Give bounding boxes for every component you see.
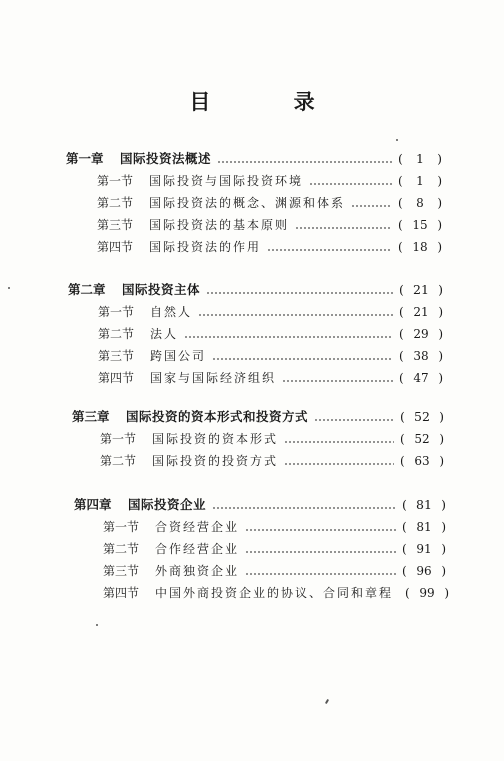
- toc-section-entry: [98, 369, 443, 387]
- section-number: 第二节: [100, 454, 137, 468]
- section-title: 中国外商投资企业的协议、合同和章程: [155, 586, 394, 600]
- section-number: 第二节: [97, 196, 134, 210]
- paren-open: (: [400, 432, 405, 446]
- dot-leader: [245, 551, 396, 553]
- section-number: 第四节: [98, 371, 135, 385]
- paren-close: ): [438, 305, 443, 319]
- dot-leader: [309, 183, 392, 185]
- paren-open: (: [398, 174, 403, 188]
- paren-close: ): [438, 282, 443, 297]
- page-number-value: 63: [414, 454, 430, 468]
- paren-open: (: [402, 564, 407, 578]
- page-number-value: 81: [416, 520, 432, 534]
- section-title: 外商独资企业: [155, 564, 240, 578]
- page-number: [398, 216, 442, 234]
- scan-speck: [96, 624, 98, 626]
- paren-close: ): [437, 218, 442, 232]
- toc-section-entry: [100, 452, 444, 470]
- dot-leader: [284, 463, 394, 465]
- section-title: 国际投资法的作用: [149, 240, 262, 254]
- page-number-value: 29: [413, 327, 429, 341]
- toc-section-entry: [97, 172, 442, 190]
- section-title: 国家与国际经济组织: [150, 371, 277, 385]
- page-number-value: 15: [412, 218, 428, 232]
- chapter-number: 第四章: [74, 497, 112, 512]
- paren-close: ): [441, 520, 446, 534]
- dot-leader: [284, 441, 394, 443]
- dot-leader: [198, 314, 393, 316]
- dot-leader: [212, 358, 393, 360]
- page-number-value: 81: [416, 497, 432, 512]
- paren-close: ): [439, 432, 444, 446]
- chapter-number: 第三章: [72, 409, 110, 424]
- dot-leader: [184, 336, 393, 338]
- paren-close: ): [437, 196, 442, 210]
- page-number: [398, 238, 442, 256]
- paren-open: (: [398, 218, 403, 232]
- page-number-value: 52: [414, 432, 430, 446]
- paren-open: (: [398, 240, 403, 254]
- dot-leader: [351, 205, 392, 207]
- page-number: [402, 518, 446, 536]
- paren-open: (: [402, 497, 407, 512]
- page-number: [402, 562, 446, 580]
- toc-section-entry: [98, 347, 443, 365]
- paren-close: ): [439, 454, 444, 468]
- page-number: [399, 281, 443, 299]
- chapter-number: 第二章: [68, 282, 106, 297]
- paren-close: ): [441, 564, 446, 578]
- dot-leader: [245, 573, 396, 575]
- paren-open: (: [399, 349, 404, 363]
- dot-leader: [212, 507, 396, 509]
- section-title: 合作经营企业: [155, 542, 240, 556]
- paren-open: (: [399, 327, 404, 341]
- toc-chapter-entry: [72, 408, 444, 426]
- section-number: 第一节: [103, 520, 140, 534]
- section-title: 跨国公司: [150, 349, 207, 363]
- toc-section-entry: [98, 325, 443, 343]
- page-number-value: 99: [419, 586, 435, 600]
- toc-section-entry: [103, 562, 446, 580]
- scan-speck: [8, 287, 10, 289]
- paren-close: ): [438, 349, 443, 363]
- page-number-value: 91: [416, 542, 432, 556]
- page-number-value: 18: [412, 240, 428, 254]
- paren-close: ): [437, 174, 442, 188]
- paren-open: (: [400, 409, 405, 424]
- page-number: [398, 172, 442, 190]
- chapter-title: 国际投资企业: [128, 497, 207, 512]
- section-title: 法人: [150, 327, 179, 341]
- toc-section-entry: [100, 430, 444, 448]
- dot-leader: [314, 419, 394, 421]
- section-title: 合资经营企业: [155, 520, 240, 534]
- toc-section-entry: [103, 584, 450, 602]
- paren-close: ): [437, 240, 442, 254]
- paren-open: (: [398, 196, 403, 210]
- section-title: 自然人: [150, 305, 193, 319]
- toc-section-entry: [97, 194, 442, 212]
- toc-section-entry: [97, 216, 442, 234]
- page-number-value: 47: [413, 371, 429, 385]
- section-title: 国际投资的资本形式: [152, 432, 279, 446]
- page-title: 目 录: [189, 90, 353, 114]
- page-number: [400, 408, 444, 426]
- dot-leader: [295, 227, 392, 229]
- page-number-value: 52: [414, 409, 430, 424]
- paren-open: (: [399, 305, 404, 319]
- scan-speck: [325, 699, 329, 704]
- section-number: 第二节: [98, 327, 135, 341]
- page-number: [398, 150, 442, 168]
- page-number-value: 96: [416, 564, 432, 578]
- section-title: 国际投资法的概念、渊源和体系: [149, 196, 346, 210]
- paren-open: (: [405, 586, 410, 600]
- toc-section-entry: [103, 518, 446, 536]
- chapter-title: 国际投资法概述: [120, 151, 212, 166]
- page-number: [400, 430, 444, 448]
- section-number: 第一节: [98, 305, 135, 319]
- page-number-value: 38: [413, 349, 429, 363]
- toc-section-entry: [103, 540, 446, 558]
- paren-open: (: [399, 282, 404, 297]
- toc-chapter-entry: [74, 496, 446, 514]
- section-number: 第四节: [97, 240, 134, 254]
- page-number: [399, 325, 443, 343]
- toc-chapter-entry: [68, 281, 443, 299]
- section-title: 国际投资与国际投资环境: [149, 174, 304, 188]
- page-number-value: 21: [413, 305, 429, 319]
- page-number: [398, 194, 442, 212]
- chapter-number: 第一章: [66, 151, 104, 166]
- page-number: [402, 540, 446, 558]
- section-title: 国际投资的投资方式: [152, 454, 279, 468]
- dot-leader: [217, 161, 392, 163]
- chapter-title: 国际投资的资本形式和投资方式: [126, 409, 309, 424]
- toc-section-entry: [98, 303, 443, 321]
- page-number: [399, 303, 443, 321]
- section-number: 第三节: [97, 218, 134, 232]
- section-number: 第二节: [103, 542, 140, 556]
- scan-speck: [396, 139, 398, 141]
- section-title: 国际投资法的基本原则: [149, 218, 290, 232]
- dot-leader: [206, 292, 393, 294]
- dot-leader: [267, 249, 392, 251]
- paren-close: ): [441, 542, 446, 556]
- paren-close: ): [438, 371, 443, 385]
- paren-close: ): [444, 586, 450, 600]
- section-number: 第三节: [103, 564, 140, 578]
- toc-chapter-entry: [66, 150, 442, 168]
- page-number: [399, 369, 443, 387]
- section-number: 第一节: [100, 432, 137, 446]
- page-number-value: 1: [416, 174, 424, 188]
- paren-close: ): [438, 327, 443, 341]
- paren-open: (: [400, 454, 405, 468]
- page-number-value: 21: [413, 282, 429, 297]
- section-number: 第三节: [98, 349, 135, 363]
- paren-open: (: [402, 542, 407, 556]
- dot-leader: [282, 380, 393, 382]
- section-number: 第四节: [103, 586, 140, 600]
- page-number-value: 8: [416, 196, 424, 210]
- page-number-value: 1: [416, 151, 424, 166]
- paren-open: (: [398, 151, 403, 166]
- page-number: [402, 496, 446, 514]
- paren-close: ): [441, 497, 446, 512]
- page-number: [399, 347, 443, 365]
- paren-close: ): [439, 409, 444, 424]
- section-number: 第一节: [97, 174, 134, 188]
- page-number: [405, 584, 449, 602]
- paren-close: ): [437, 151, 442, 166]
- toc-section-entry: [97, 238, 442, 256]
- dot-leader: [245, 529, 396, 531]
- page-number: [400, 452, 444, 470]
- paren-open: (: [399, 371, 404, 385]
- chapter-title: 国际投资主体: [122, 282, 201, 297]
- paren-open: (: [402, 520, 407, 534]
